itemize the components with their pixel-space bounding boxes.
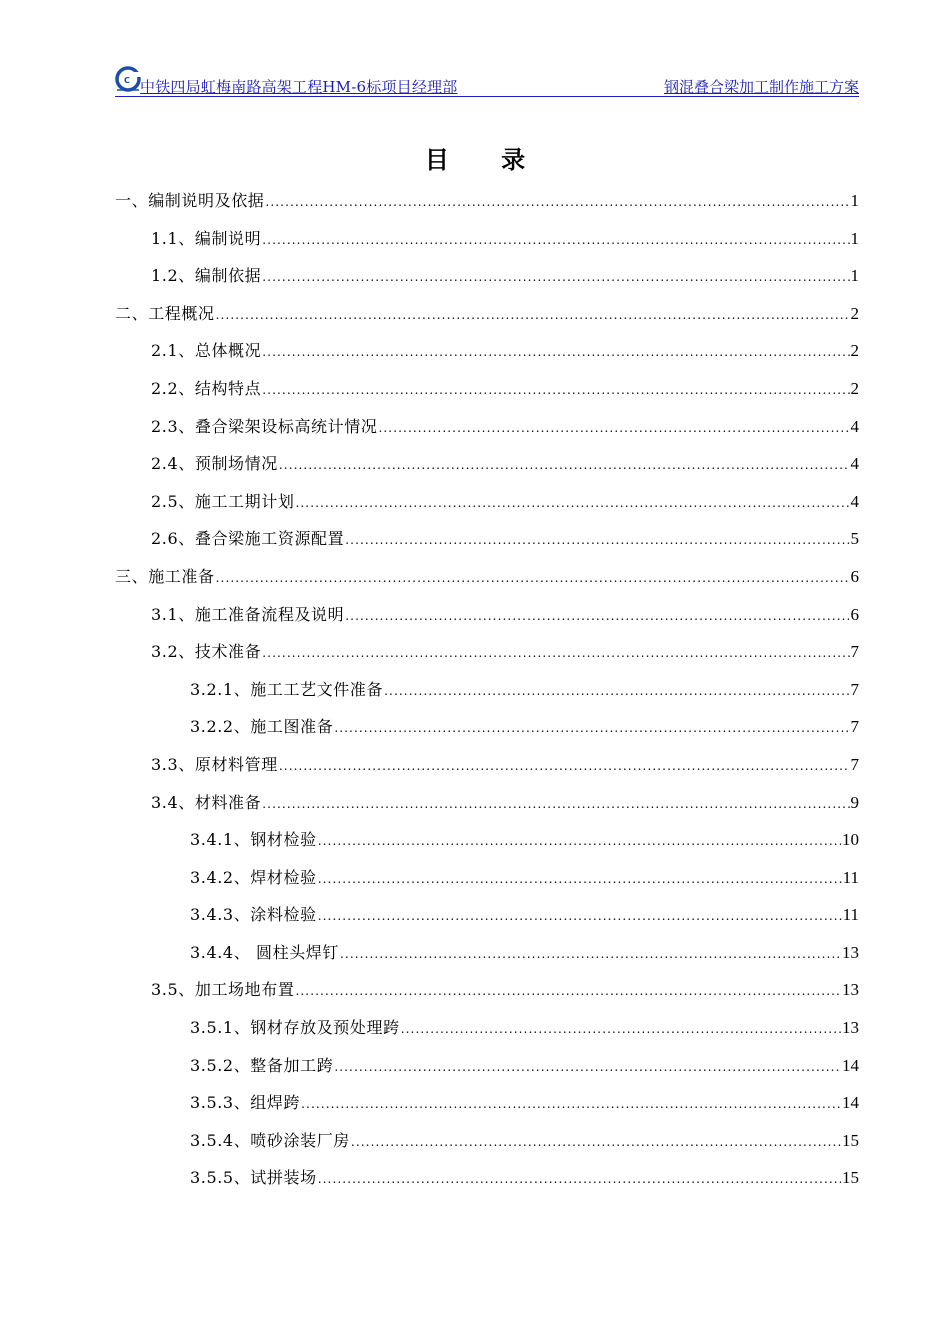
toc-dot-leader xyxy=(262,797,849,811)
toc-entry[interactable] xyxy=(115,526,859,564)
toc-entry[interactable] xyxy=(115,677,859,715)
toc-entry-page-number: 2 xyxy=(850,378,859,398)
toc-dot-leader xyxy=(318,1172,841,1186)
toc-entry-label: 二、工程概况 xyxy=(115,303,215,323)
toc-dot-leader xyxy=(262,345,849,359)
toc-entry-page-number: 10 xyxy=(842,830,859,850)
toc-entry-label: 三、施工准备 xyxy=(115,566,215,586)
header-project-name: 中铁四局虹梅南路高架工程HM-6标项目经理部 xyxy=(140,78,458,96)
table-of-contents xyxy=(115,188,859,1203)
toc-entry-label: 2.1、总体概况 xyxy=(151,341,262,361)
toc-entry-page-number: 14 xyxy=(842,1093,859,1113)
toc-entry-page-number: 6 xyxy=(850,566,859,586)
toc-entry-label: 3.5.2、整备加工跨 xyxy=(190,1055,334,1075)
toc-entry[interactable] xyxy=(115,226,859,264)
toc-dot-leader xyxy=(301,1097,841,1111)
toc-entry-label: 2.2、结构特点 xyxy=(151,378,262,398)
toc-entry[interactable] xyxy=(115,714,859,752)
crcc-logo-icon xyxy=(115,66,143,94)
toc-entry-label: 3.2.2、施工图准备 xyxy=(190,717,334,737)
toc-entry[interactable] xyxy=(115,1015,859,1053)
toc-entry-page-number: 4 xyxy=(850,454,859,474)
toc-entry-label: 3.5.4、喷砂涂装厂房 xyxy=(190,1130,350,1150)
toc-entry-page-number: 6 xyxy=(850,604,859,624)
svg-text:C: C xyxy=(124,76,130,85)
toc-entry-page-number: 13 xyxy=(842,980,859,1000)
toc-dot-leader xyxy=(262,383,849,397)
toc-entry[interactable] xyxy=(115,451,859,489)
toc-dot-leader xyxy=(318,834,841,848)
toc-dot-leader xyxy=(262,233,849,247)
toc-dot-leader xyxy=(262,270,849,284)
toc-dot-leader xyxy=(345,533,849,547)
page-header xyxy=(115,66,859,97)
toc-entry[interactable] xyxy=(115,263,859,301)
page-title: 目 录 xyxy=(424,145,548,174)
toc-entry[interactable] xyxy=(115,865,859,903)
toc-entry-label: 3.2、技术准备 xyxy=(151,642,262,662)
toc-dot-leader xyxy=(262,646,849,660)
toc-entry-label: 3.1、施工准备流程及说明 xyxy=(151,604,345,624)
toc-entry-page-number: 2 xyxy=(850,303,859,323)
toc-entry[interactable] xyxy=(115,639,859,677)
toc-entry-label: 2.6、叠合梁施工资源配置 xyxy=(151,529,345,549)
toc-entry[interactable] xyxy=(115,752,859,790)
toc-entry-page-number: 11 xyxy=(842,867,859,887)
toc-entry[interactable] xyxy=(115,940,859,978)
toc-entry[interactable] xyxy=(115,790,859,828)
toc-entry-label: 1.1、编制说明 xyxy=(151,228,262,248)
toc-dot-leader xyxy=(216,308,850,322)
toc-entry[interactable] xyxy=(115,977,859,1015)
toc-entry[interactable] xyxy=(115,602,859,640)
toc-dot-leader xyxy=(384,684,849,698)
toc-dot-leader xyxy=(216,571,850,585)
toc-dot-leader xyxy=(345,609,849,623)
toc-entry[interactable] xyxy=(115,188,859,226)
toc-dot-leader xyxy=(334,1060,841,1074)
toc-dot-leader xyxy=(334,721,849,735)
toc-dot-leader xyxy=(279,458,850,472)
toc-dot-leader xyxy=(279,759,850,773)
toc-entry[interactable] xyxy=(115,414,859,452)
toc-dot-leader xyxy=(318,909,842,923)
toc-entry[interactable] xyxy=(115,1128,859,1166)
toc-entry[interactable] xyxy=(115,1053,859,1091)
toc-entry-label: 3.4.2、焊材检验 xyxy=(190,867,317,887)
toc-entry-label: 3.4.3、涂料检验 xyxy=(190,905,317,925)
toc-dot-leader xyxy=(351,1135,841,1149)
toc-entry-page-number: 14 xyxy=(842,1055,859,1075)
toc-entry-label: 3.5.5、试拼装场 xyxy=(190,1168,317,1188)
toc-entry-label: 2.3、叠合梁架设标高统计情况 xyxy=(151,416,378,436)
toc-entry-label: 2.4、预制场情况 xyxy=(151,454,278,474)
toc-entry-label: 一、编制说明及依据 xyxy=(115,191,265,210)
toc-entry-page-number: 7 xyxy=(850,754,859,774)
toc-entry[interactable] xyxy=(115,1090,859,1128)
toc-entry[interactable] xyxy=(115,301,859,339)
toc-entry-page-number: 13 xyxy=(842,1018,859,1038)
toc-entry-page-number: 7 xyxy=(850,642,859,662)
toc-entry-label: 3.4.4、 圆柱头焊钉 xyxy=(190,942,339,962)
toc-entry[interactable] xyxy=(115,902,859,940)
toc-entry[interactable] xyxy=(115,489,859,527)
toc-entry-page-number: 7 xyxy=(850,717,859,737)
toc-entry-page-number: 15 xyxy=(842,1168,859,1188)
toc-entry[interactable] xyxy=(115,1165,859,1203)
toc-entry[interactable] xyxy=(115,338,859,376)
toc-entry-label: 3.4.1、钢材检验 xyxy=(190,830,317,850)
toc-entry-page-number: 13 xyxy=(842,942,859,962)
toc-dot-leader xyxy=(401,1022,841,1036)
toc-dot-leader xyxy=(318,872,842,886)
toc-entry-page-number: 9 xyxy=(850,792,859,812)
toc-entry-page-number: 5 xyxy=(850,529,859,549)
toc-entry-page-number: 1 xyxy=(850,191,859,210)
toc-dot-leader xyxy=(378,421,849,435)
toc-entry-label: 2.5、施工工期计划 xyxy=(151,491,295,511)
toc-entry-page-number: 11 xyxy=(842,905,859,925)
toc-entry-label: 3.5、加工场地布置 xyxy=(151,980,295,1000)
toc-entry-label: 3.5.1、钢材存放及预处理跨 xyxy=(190,1018,400,1038)
header-document-title: 钢混叠合梁加工制作施工方案 xyxy=(663,78,859,96)
toc-entry[interactable] xyxy=(115,827,859,865)
toc-entry-label: 3.2.1、施工工艺文件准备 xyxy=(190,679,384,699)
toc-entry-page-number: 1 xyxy=(850,228,859,248)
toc-dot-leader xyxy=(340,947,841,961)
toc-entry-page-number: 4 xyxy=(850,416,859,436)
toc-entry-page-number: 7 xyxy=(850,679,859,699)
toc-entry-page-number: 2 xyxy=(850,341,859,361)
toc-entry-label: 1.2、编制依据 xyxy=(151,266,262,286)
toc-entry-label: 3.5.3、组焊跨 xyxy=(190,1093,301,1113)
toc-entry-page-number: 15 xyxy=(842,1130,859,1150)
toc-entry-page-number: 1 xyxy=(850,266,859,286)
toc-entry[interactable] xyxy=(115,564,859,602)
toc-entry-page-number: 4 xyxy=(850,491,859,511)
toc-entry-label: 3.4、材料准备 xyxy=(151,792,262,812)
toc-entry-label: 3.3、原材料管理 xyxy=(151,754,278,774)
toc-entry[interactable] xyxy=(115,376,859,414)
toc-dot-leader xyxy=(295,984,841,998)
toc-dot-leader xyxy=(295,496,849,510)
toc-dot-leader xyxy=(265,195,849,209)
